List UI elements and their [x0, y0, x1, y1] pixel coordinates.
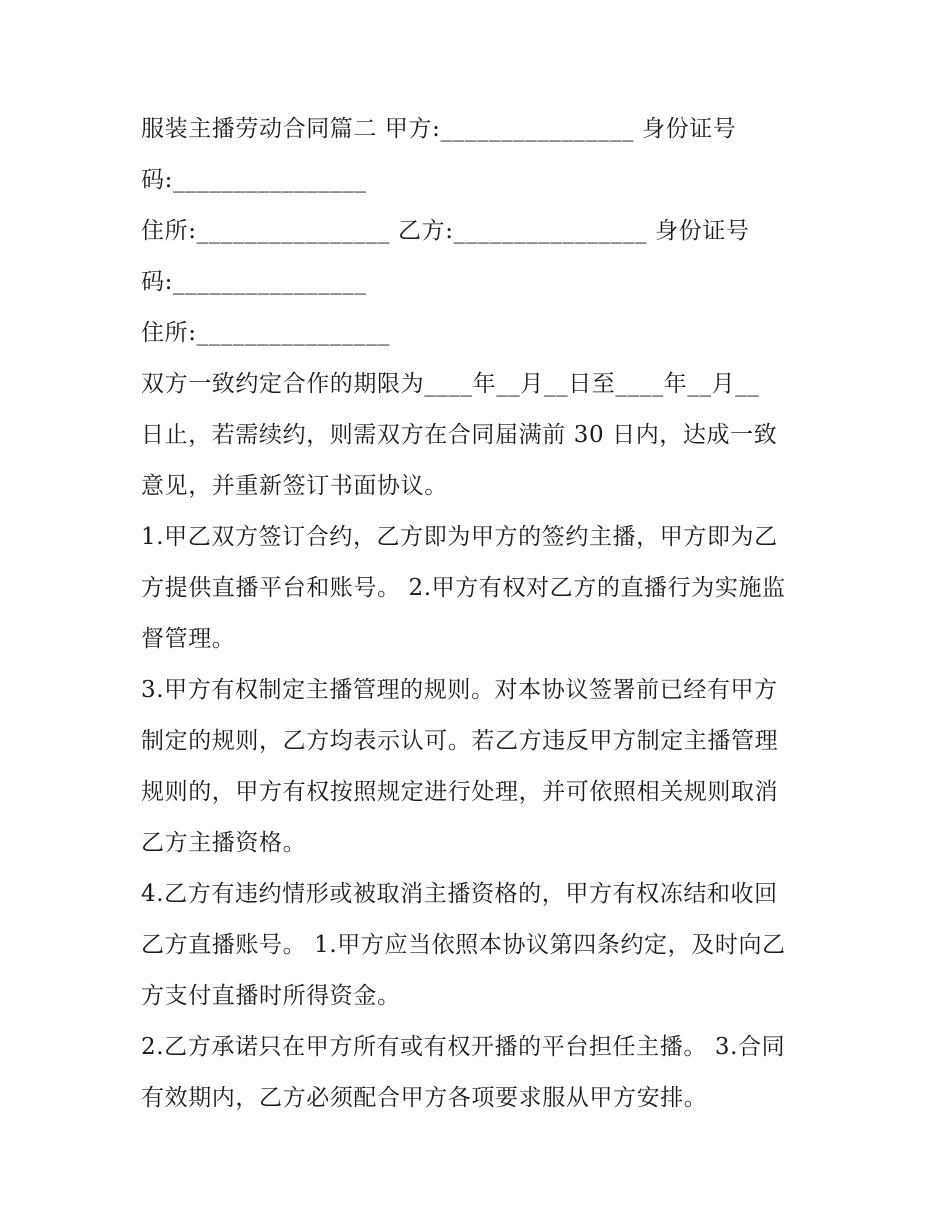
text-line: 双方一致约定合作的期限为____年__月__日至____年__月__	[141, 371, 760, 397]
text-line: 1.甲乙双方签订合约，乙方即为甲方的签约主播，甲方即为乙	[141, 524, 778, 550]
text-line: 住所:________________ 乙方:________________ 身份证号	[141, 218, 750, 244]
text-line: 有效期内，乙方必须配合甲方各项要求服从甲方安排。	[141, 1085, 708, 1111]
text-line: 制定的规则，乙方均表示认可。若乙方违反甲方制定主播管理	[141, 728, 779, 754]
text-line: 督管理。	[141, 626, 236, 652]
text-line: 住所:________________	[141, 320, 391, 346]
text-line: 3.甲方有权制定主播管理的规则。对本协议签署前已经有甲方	[141, 677, 778, 703]
document-body	[141, 104, 821, 1124]
text-line: 4.乙方有违约情形或被取消主播资格的，甲方有权冻结和收回	[141, 881, 778, 907]
text-line: 乙方直播账号。 1.甲方应当依照本协议第四条约定，及时向乙	[141, 932, 786, 958]
text-line: 码:________________	[141, 269, 367, 295]
text-line: 码:________________	[141, 167, 367, 193]
text-line: 乙方主播资格。	[141, 830, 307, 856]
text-line: 2.乙方承诺只在甲方所有或有权开播的平台担任主播。 3.合同	[141, 1034, 786, 1060]
text-line: 日止，若需续约，则需双方在合同届满前 30 日内，达成一致	[141, 422, 778, 448]
text-line: 方支付直播时所得资金。	[141, 983, 401, 1009]
text-line: 意见，并重新签订书面协议。	[141, 473, 448, 499]
text-line: 方提供直播平台和账号。 2.甲方有权对乙方的直播行为实施监	[141, 575, 786, 601]
text-line: 服装主播劳动合同篇二 甲方:________________ 身份证号	[141, 116, 737, 142]
text-line: 规则的，甲方有权按照规定进行处理，并可依照相关规则取消	[141, 779, 779, 805]
